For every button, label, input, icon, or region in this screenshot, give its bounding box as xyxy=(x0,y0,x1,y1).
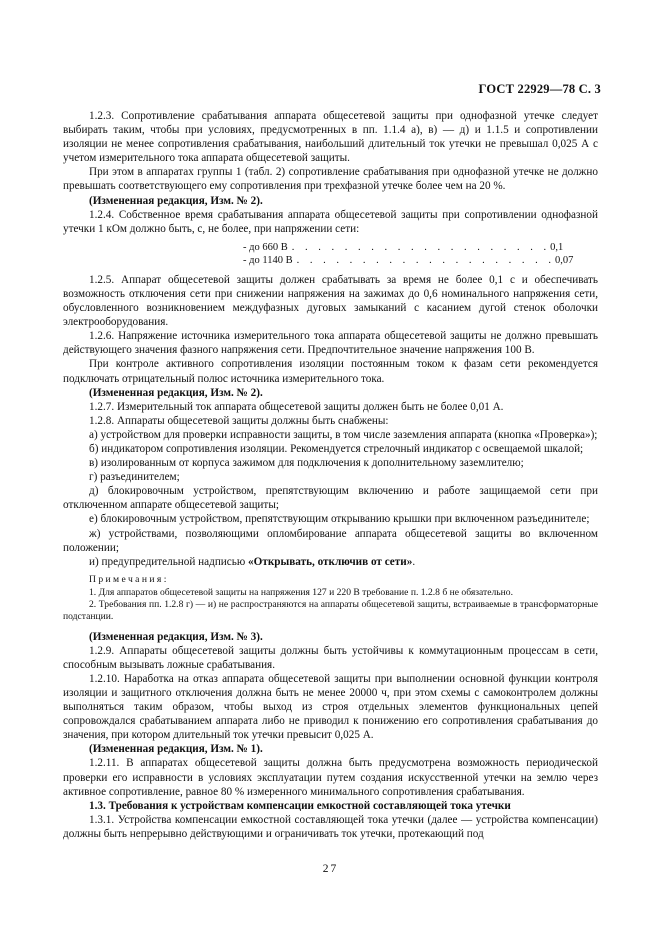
table-row-leader: . . . . . . . . . . . . . . . . . . . . xyxy=(291,241,551,253)
table-row-label: - до 660 В xyxy=(243,241,288,253)
paragraph-1-2-6: 1.2.6. Напряжение источника измерительного тока аппарата общесетевой защиты не должно превышать действующего значения фазного напряжения сети. Предпочтительное значение напряжения 100 В. xyxy=(63,330,598,357)
paragraph-1-2-7: 1.2.7. Измерительный ток аппарата общесетевой защиты должен быть не более 0,01 А. xyxy=(89,400,504,413)
document-body xyxy=(63,109,598,841)
table-row-value: 0,07 xyxy=(554,254,574,266)
amendment-note: (Измененная редакция, Изм. № 3). xyxy=(89,630,263,643)
paragraph-1-3-1: 1.3.1. Устройства компенсации емкостной составляющей тока утечки (далее — устройства компенсации) должны быть непрерывно действующими и ограничивать ток утечки, протекающий под xyxy=(63,813,598,840)
paragraph-1-2-4: 1.2.4. Собственное время срабатывания аппарата общесетевой защиты при сопротивлении однофазной утечки 1 кОм должно быть, с, не более, при напряжении сети: xyxy=(63,208,598,235)
list-item: г) разъединителем; xyxy=(89,471,180,484)
list-item: д) блокировочным устройством, препятствующим включению и работе защищаемой сети при отключенном аппарате общесетевой защиты; xyxy=(63,485,598,512)
note-item: 2. Требования пп. 1.2.8 г) — и) не распространяются на аппараты общесетевой защиты, встраиваемые в трансформаторные подстанции. xyxy=(63,599,598,623)
paragraph-1-2-8: 1.2.8. Аппараты общесетевой защиты должны быть снабжены: xyxy=(89,414,389,427)
amendment-note: (Измененная редакция, Изм. № 2). xyxy=(89,194,263,207)
paragraph-1-2-6-dc: При контроле активного сопротивления изоляции постоянным током к фазам сети рекомендуется подключать отрицательный полюс источника измерительного тока. xyxy=(63,358,598,385)
warning-label-text: «Открывать, отключив от сети» xyxy=(248,555,413,568)
response-time-table xyxy=(243,241,598,267)
paragraph-1-2-9: 1.2.9. Аппараты общесетевой защиты должны быть устойчивы к коммутационным процессам в сети, способным вызывать ложные срабатывания. xyxy=(63,644,598,671)
table-row-label: - до 1140 В xyxy=(243,254,293,266)
list-item: в) изолированным от корпуса зажимом для подключения к дополнительному заземлителю; xyxy=(89,457,524,470)
list-item: е) блокировочным устройством, препятствующим открыванию крышки при включенном разъединителе; xyxy=(89,513,590,526)
paragraph-1-2-10: 1.2.10. Наработка на отказ аппарата общесетевой защиты при выполнении основной функции контроля изоляции и защитного отключения должна быть не менее 20000 ч, при этом схемы с самоконтролем должны выполняться таким образом, чтобы выход из строя отдельных элементов функциональных цепей сопровождался срабатыванием аппарата либо не приводил к понижению его сопротивления срабатывания до значения, при котором длительный ток утечки превысит 0,025 А. xyxy=(63,672,598,742)
table-row xyxy=(243,241,564,254)
list-item xyxy=(63,555,598,569)
notes-title: Примечания: xyxy=(89,573,169,585)
page-number: 27 xyxy=(322,863,339,875)
page-header: ГОСТ 22929—78 С. 3 xyxy=(478,82,601,96)
list-item: а) устройством для проверки исправности защиты, в том числе заземления аппарата (кнопка «Проверка»); xyxy=(89,428,598,441)
amendment-note: (Измененная редакция, Изм. № 1). xyxy=(89,743,263,756)
paragraph-1-2-11: 1.2.11. В аппаратах общесетевой защиты должна быть предусмотрена возможность периодической проверки его исправности в условиях эксплуатации путем создания искусственной утечки на землю через активное сопротивление, равное 80 % измеренного минимального сопротивления срабатывания. xyxy=(63,757,598,798)
table-row-value: 0,1 xyxy=(550,241,564,253)
list-item: ж) устройствами, позволяющими опломбирование аппарата общесетевой защиты во включенном положении; xyxy=(63,527,598,554)
paragraph-1-2-3: 1.2.3. Сопротивление срабатывания аппарата общесетевой защиты при однофазной утечке следует выбирать таким, чтобы при условиях, предусмотренных в пп. 1.1.4 а), в) — д) и 1.1.5 и сопротивлении изоляции не менее сопротивления срабатывания, наибольший длительный ток утечки не превышал 0,025 А с учетом измерительного тока аппарата общесетевой защиты. xyxy=(63,110,598,165)
paragraph-1-2-3-group1: При этом в аппаратах группы 1 (табл. 2) сопротивление срабатывания при однофазной утечке не должно превышать соответствующего ему сопротивления при трехфазной утечке более чем на 20 %. xyxy=(63,166,598,193)
notes-block xyxy=(63,574,598,624)
paragraph-1-2-5: 1.2.5. Аппарат общесетевой защиты должен срабатывать за время не более 0,1 с и обеспечивать возможность отключения сети при снижении напряжения на зажимах до 0,6 номинального напряжения сети, обусловленного возникновением междуфазных дуговых замыканий с касанием дугой стенок оболочки электрооборудования. xyxy=(63,273,598,329)
list-item-text: и) предупредительной надписью xyxy=(89,555,249,568)
list-item-end: . xyxy=(412,555,416,568)
table-row-leader: . . . . . . . . . . . . . . . . . . . . xyxy=(296,254,555,266)
table-row xyxy=(243,254,574,267)
amendment-note: (Измененная редакция, Изм. № 2). xyxy=(89,386,263,399)
list-item: б) индикатором сопротивления изоляции. Рекомендуется стрелочный индикатор с освещаемой шкалой; xyxy=(89,442,584,455)
note-item: 1. Для аппаратов общесетевой защиты на напряжения 127 и 220 В требование п. 1.2.8 б не обязательно. xyxy=(89,587,513,599)
section-heading-1-3: 1.3. Требования к устройствам компенсации емкостной составляющей тока утечки xyxy=(89,799,511,812)
equipment-list xyxy=(63,428,598,569)
